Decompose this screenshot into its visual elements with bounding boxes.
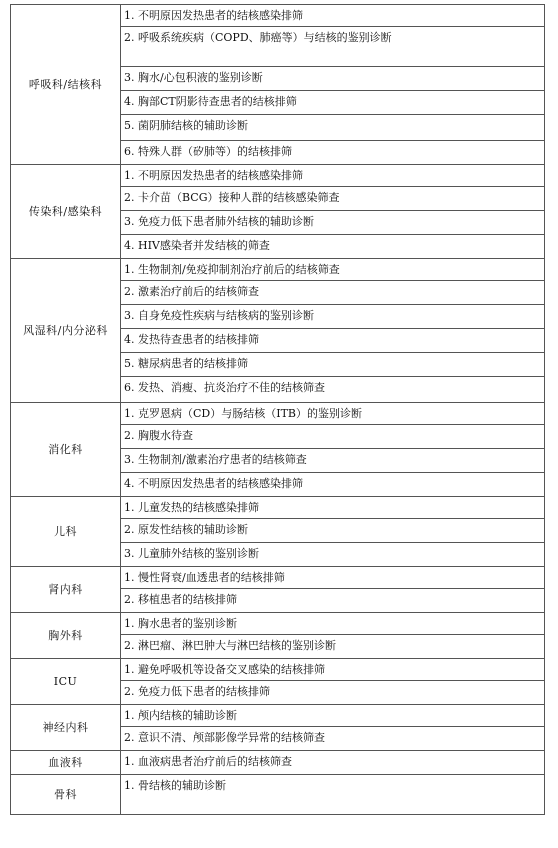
- application-item: 3. 胸水/心包积液的鉴别诊断: [121, 67, 545, 91]
- department-name: 消化科: [11, 403, 121, 497]
- application-item: 2. 淋巴瘤、淋巴肿大与淋巴结核的鉴别诊断: [121, 635, 545, 659]
- application-item: 2. 移植患者的结核排筛: [121, 589, 545, 613]
- application-item: 2. 卡介苗（BCG）接种人群的结核感染筛查: [121, 187, 545, 211]
- application-item: 1. 儿童发热的结核感染排筛: [121, 497, 545, 519]
- department-name: ICU: [11, 659, 121, 705]
- application-item: 1. 不明原因发热患者的结核感染排筛: [121, 165, 545, 187]
- table-row: [11, 403, 545, 425]
- table-row: [11, 497, 545, 519]
- application-item: 2. 免疫力低下患者的结核排筛: [121, 681, 545, 705]
- application-item: 4. 不明原因发热患者的结核感染排筛: [121, 473, 545, 497]
- department-name: 呼吸科/结核科: [11, 5, 121, 165]
- application-item: 5. 糖尿病患者的结核排筛: [121, 353, 545, 377]
- department-name: 儿科: [11, 497, 121, 567]
- table-row: [11, 567, 545, 589]
- application-item: 1. 生物制剂/免疫抑制剂治疗前后的结核筛查: [121, 259, 545, 281]
- department-name: 血液科: [11, 751, 121, 775]
- department-name: 神经内科: [11, 705, 121, 751]
- application-item: 6. 特殊人群（矽肺等）的结核排筛: [121, 141, 545, 165]
- table-row: [11, 165, 545, 187]
- application-item: 3. 儿童肺外结核的鉴别诊断: [121, 543, 545, 567]
- department-name: 风湿科/内分泌科: [11, 259, 121, 403]
- application-item: 4. 发热待查患者的结核排筛: [121, 329, 545, 353]
- department-table: [10, 4, 545, 815]
- department-name: 骨科: [11, 775, 121, 815]
- table-row: [11, 659, 545, 681]
- table-row: [11, 613, 545, 635]
- application-item: 3. 自身免疫性疾病与结核病的鉴别诊断: [121, 305, 545, 329]
- application-item: 2. 激素治疗前后的结核筛查: [121, 281, 545, 305]
- application-item: 1. 克罗恩病（CD）与肠结核（ITB）的鉴别诊断: [121, 403, 545, 425]
- application-item: 1. 不明原因发热患者的结核感染排筛: [121, 5, 545, 27]
- application-item: 2. 呼吸系统疾病（COPD、肺癌等）与结核的鉴别诊断: [121, 27, 545, 67]
- table-row: [11, 705, 545, 727]
- application-item: 6. 发热、消瘦、抗炎治疗不佳的结核筛查: [121, 377, 545, 403]
- table-row: [11, 775, 545, 815]
- department-table-body: [11, 5, 545, 815]
- application-item: 1. 胸水患者的鉴别诊断: [121, 613, 545, 635]
- application-item: 1. 血液病患者治疗前后的结核筛查: [121, 751, 545, 775]
- department-name: 肾内科: [11, 567, 121, 613]
- table-row: [11, 259, 545, 281]
- application-item: 2. 原发性结核的辅助诊断: [121, 519, 545, 543]
- department-name: 传染科/感染科: [11, 165, 121, 259]
- application-item: 2. 胸腹水待查: [121, 425, 545, 449]
- application-item: 5. 菌阴肺结核的辅助诊断: [121, 115, 545, 141]
- application-item: 3. 免疫力低下患者肺外结核的辅助诊断: [121, 211, 545, 235]
- application-item: 1. 慢性肾衰/血透患者的结核排筛: [121, 567, 545, 589]
- table-row: [11, 5, 545, 27]
- application-item: 3. 生物制剂/激素治疗患者的结核筛查: [121, 449, 545, 473]
- application-item: 2. 意识不清、颅部影像学异常的结核筛查: [121, 727, 545, 751]
- application-item: 1. 颅内结核的辅助诊断: [121, 705, 545, 727]
- application-item: 1. 骨结核的辅助诊断: [121, 775, 545, 815]
- application-item: 1. 避免呼吸机等设备交叉感染的结核排筛: [121, 659, 545, 681]
- application-item: 4. 胸部CT阴影待查患者的结核排筛: [121, 91, 545, 115]
- table-row: [11, 751, 545, 775]
- application-item: 4. HIV感染者并发结核的筛查: [121, 235, 545, 259]
- department-name: 胸外科: [11, 613, 121, 659]
